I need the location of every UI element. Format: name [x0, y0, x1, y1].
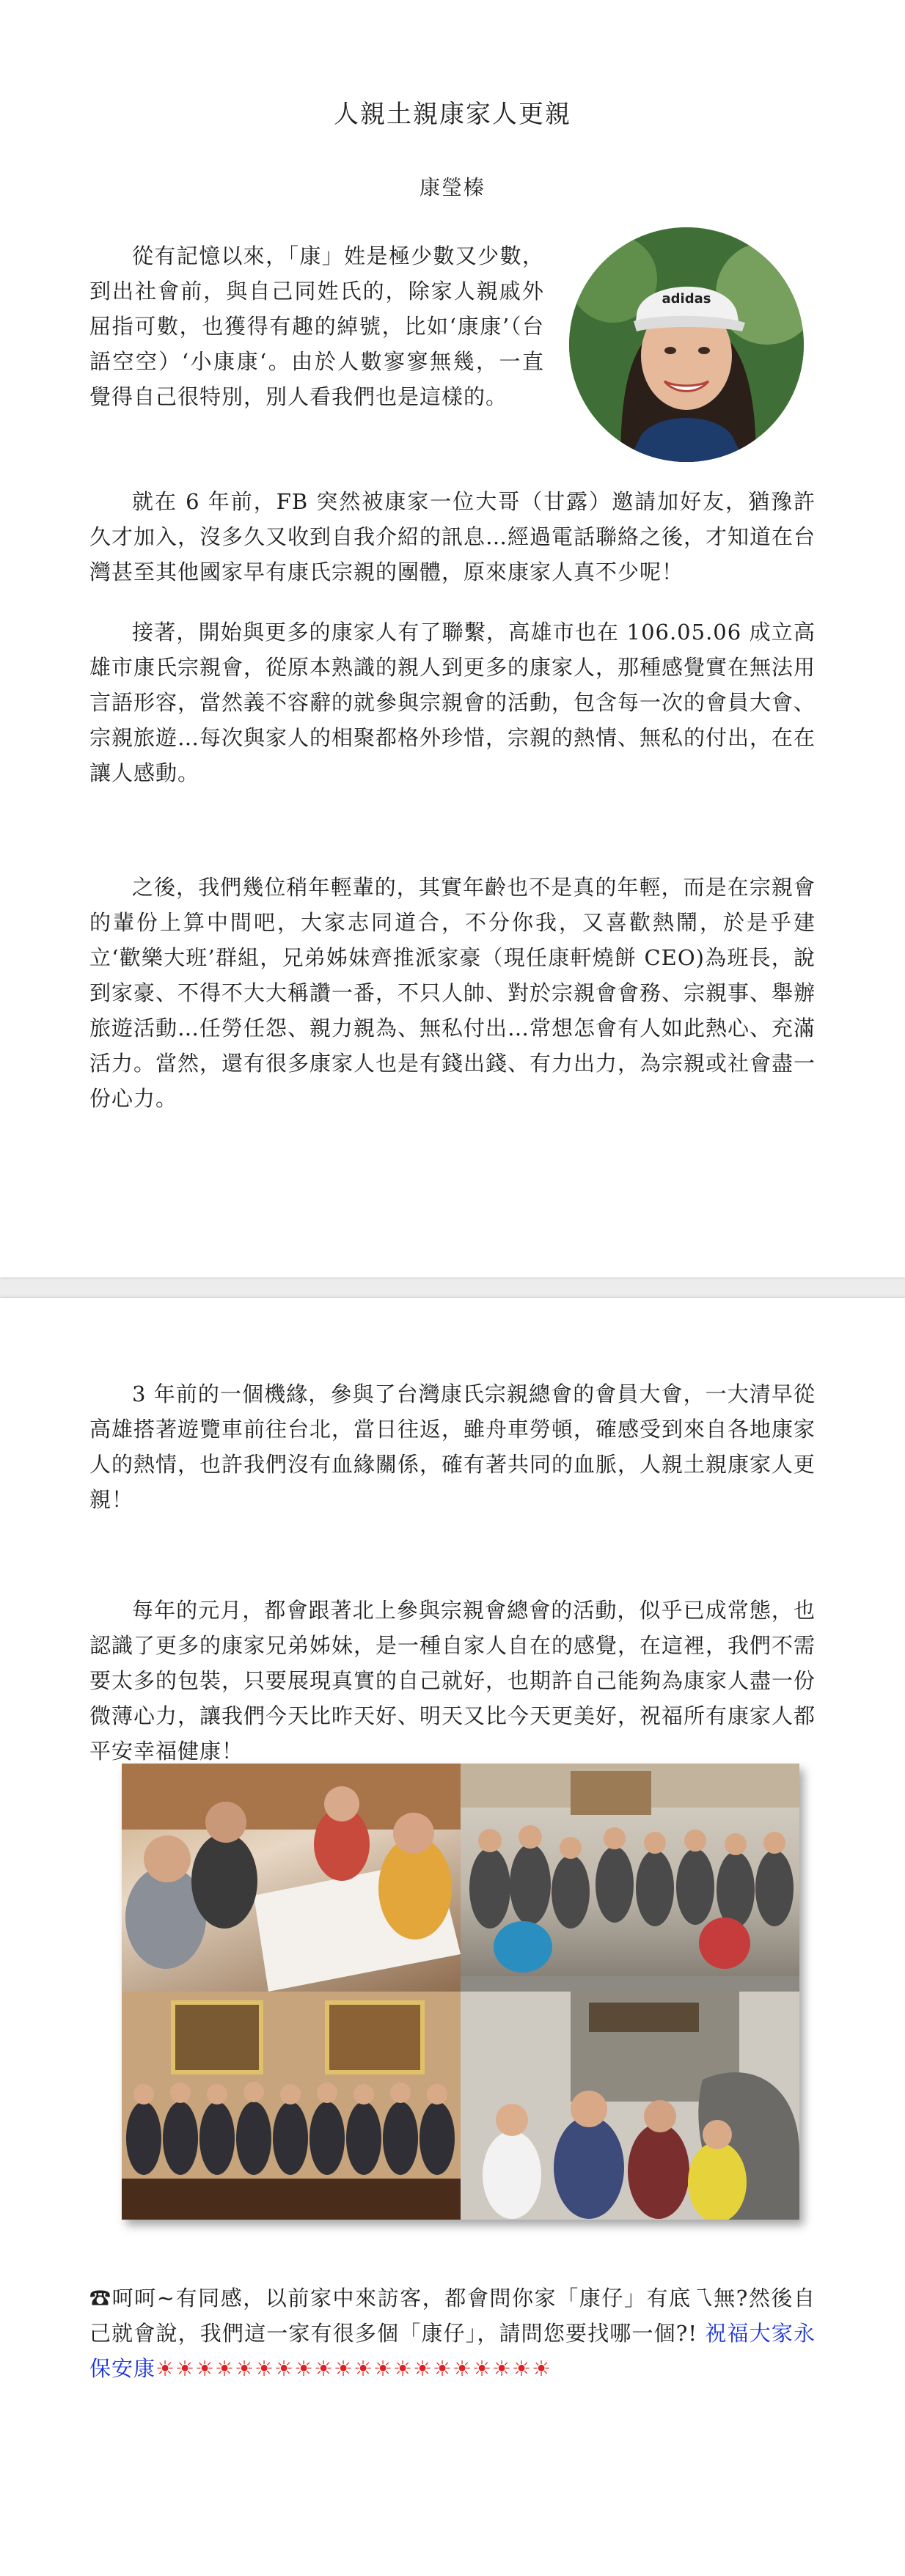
paragraph-3: 接著，開始與更多的康家人有了聯繫，高雄市也在 106.05.06 成立高雄市康氏宗親會，從原本熟識的親人到更多的康家人，那種感覺實在無法用言語形容，當然義不容辭的就參與宗親會的活動，包含每一次的會員大會、宗親旅遊…每次與家人的相聚都格外珍惜，宗親的熱情、無私的付出，在在讓人感動。	[89, 620, 816, 785]
cap-logo: adidas	[662, 291, 711, 307]
paragraph-6: 每年的元月，都會跟著北上參與宗親會總會的活動，似乎已成常態，也認識了更多的康家兄弟姊妹，是一種自家人自在的感覺，在這裡，我們不需要太多的包裝，只要展現真實的自己就好，也期許自己能夠為康家人盡一份微薄心力，讓我們今天比昨天好、明天又比今天更美好，祝福所有康家人都平安幸福健康！	[89, 1598, 816, 1764]
paragraph-4: 之後，我們幾位稍年輕輩的，其實年齡也不是真的年輕，而是在宗親會的輩份上算中間吧，大家志同道合，不分你我，又喜歡熱鬧，於是乎建立‘歡樂大班’群組，兄弟姊妹齊推派家豪（現任康軒燒餅 CEO)為班長，說到家豪、不得不大大稱讚一番，不只人帥、對於宗親會會務、宗親事、舉辦旅遊活動…任勞任怨、親力親為、無私付出…常想怎會有人如此熱心、充滿活力。當然，還有很多康家人也是有錢出錢、有力出力，為宗親或社會盡一份心力。	[89, 875, 816, 1111]
document-page-1	[0, 0, 905, 1277]
closing-text: 呵呵~有同感，以前家中來訪客，都會問你家「康仔」有底乁無?然後自己就會說，我們這一家有很多個「康仔」，請問您要找哪一個?!	[89, 2286, 816, 2346]
blessing-text: 祝福大家永保安康	[89, 2321, 816, 2381]
phone-icon: ☎	[89, 2286, 112, 2311]
article-title: 人親土親康家人更親	[334, 100, 571, 129]
article-author: 康瑩榛	[419, 175, 486, 199]
collage-photo-hall-group	[122, 1992, 461, 2220]
paragraph-2: 就在 6 年前，FB 突然被康家一位大哥（甘露）邀請加好友，猶豫許久才加入，沒多久又收到自我介紹的訊息…經過電話聯絡之後，才知道在台灣甚至其他國家早有康氏宗親的團體，原來康家人真不少呢！	[89, 489, 816, 584]
paragraph-1: 從有記憶以來，「康」姓是極少數又少數，到出社會前，與自己同姓氏的，除家人親戚外屈指可數，也獲得有趣的綽號，比如‘康康’（台語空空）‘小康康‘。由於人數寥寥無幾，一直覺得自己很特別，別人看我們也是這樣的。	[89, 243, 544, 409]
collage-photo-meeting-group	[461, 1764, 799, 1992]
author-portrait-photo	[569, 227, 804, 462]
paragraph-5: 3 年前的一個機緣，參與了台灣康氏宗親總會的會員大會，一大清早從高雄搭著遊覽車前往台北，當日往返，雖舟車勞頓，確感受到來自各地康家人的熱情，也許我們沒有血緣關係，確有著共同的血脈，人親土親康家人更親！	[89, 1381, 816, 1512]
collage-photo-temple-gate	[461, 1992, 799, 2220]
photo-collage	[122, 1764, 799, 2220]
sun-icon-row: ☀☀☀☀☀☀☀☀☀☀☀☀☀☀☀☀☀☀☀☀	[155, 2356, 552, 2381]
collage-photo-restaurant-group	[122, 1764, 461, 1992]
document-page-2	[0, 1298, 905, 2576]
closing-remark	[89, 2280, 816, 2386]
